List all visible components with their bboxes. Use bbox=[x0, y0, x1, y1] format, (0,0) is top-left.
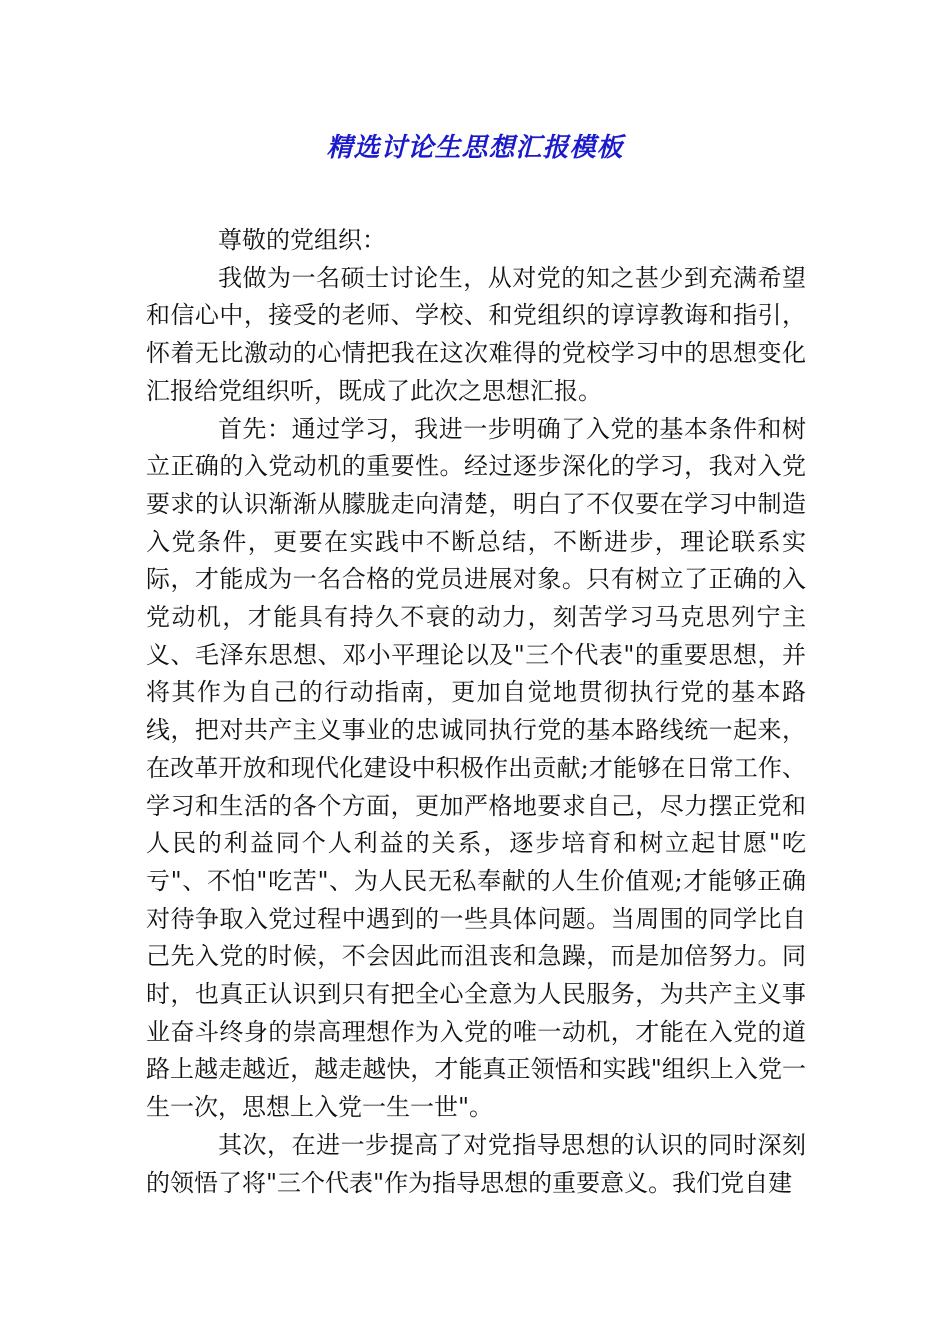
salutation: 尊敬的党组织： bbox=[218, 226, 386, 254]
paragraph-1: 我做为一名硕士讨论生，从对党的知之甚少到充满希望和信心中，接受的老师、学校、和党组织的谆谆教诲和指引，怀着无比激动的心情把我在这次难得的党校学习中的思想变化汇报给党组织听，既成了此次之思想汇报。 bbox=[146, 263, 806, 405]
paragraph-3: 其次，在进一步提高了对党指导思想的认识的同时深刻的领悟了将"三个代表"作为指导思想的重要意义。我们党自建 bbox=[146, 1130, 806, 1197]
paragraph-2: 首先：通过学习，我进一步明确了入党的基本条件和树立正确的入党动机的重要性。经过逐步深化的学习，我对入党要求的认识渐渐从朦胧走向清楚，明白了不仅要在学习中制造入党条件，更要在实践中不断总结，不断进步，理论联系实际，才能成为一名合格的党员进展对象。只有树立了正确的入党动机，才能具有持久不衰的动力，刻苦学习马克思列宁主义、毛泽东思想、邓小平理论以及"三个代表"的重要思想，并将其作为自己的行动指南，更加自觉地贯彻执行党的基本路线，把对共产主义事业的忠诚同执行党的基本路线统一起来，在改革开放和现代化建设中积极作出贡献;才能够在日常工作、学习和生活的各个方面，更加严格地要求自己，尽力摆正党和人民的利益同个人利益的关系，逐步培育和树立起甘愿"吃亏"、不怕"吃苦"、为人民无私奉献的人生价值观;才能够正确对待争取入党过程中遇到的一些具体问题。当周围的同学比自己先入党的时候，不会因此而沮丧和急躁，而是加倍努力。同时，也真正认识到只有把全心全意为人民服务，为共产主义事业奋斗终身的崇高理想作为入党的唯一动机，才能在入党的道路上越走越近，越走越快，才能真正领悟和实践"组织上入党一生一次，思想上入党一生一世"。 bbox=[146, 414, 806, 1122]
document-body bbox=[146, 222, 806, 1202]
document-title: 精选讨论生思想汇报模板 bbox=[326, 133, 624, 163]
